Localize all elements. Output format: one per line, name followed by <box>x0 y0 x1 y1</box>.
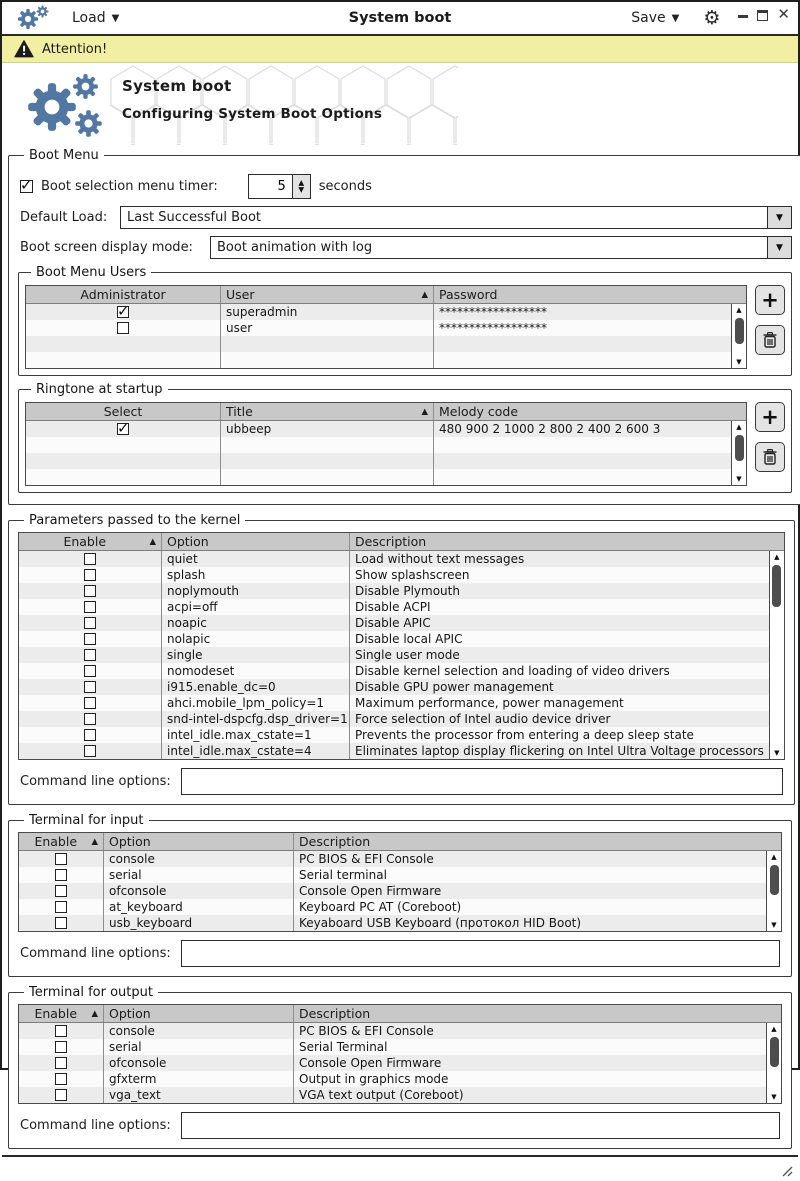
table-row[interactable] <box>19 567 769 583</box>
enable-checkbox[interactable] <box>55 1057 67 1069</box>
description-cell[interactable]: Prevents the processor from entering a deep sleep state <box>349 727 769 743</box>
title-cell[interactable]: ubbeep <box>220 421 433 437</box>
plus-icon: + <box>761 405 779 429</box>
table-row[interactable] <box>19 727 769 743</box>
attention-label: Attention! <box>42 41 108 57</box>
terminal-input-table-header <box>19 833 781 851</box>
vertical-scrollbar[interactable] <box>766 851 781 931</box>
vertical-scrollbar[interactable] <box>731 421 746 485</box>
enable-checkbox[interactable] <box>84 713 96 725</box>
ringtone-table-body <box>26 421 731 485</box>
boot-timer-unit: seconds <box>318 179 372 194</box>
status-bar <box>2 1155 798 1181</box>
option-cell[interactable]: nolapic <box>161 631 349 647</box>
table-row[interactable] <box>26 421 731 437</box>
boot-timer-input[interactable] <box>248 174 292 199</box>
page-header <box>2 63 798 146</box>
user-cell[interactable]: user <box>220 320 433 336</box>
enable-checkbox[interactable] <box>84 745 96 757</box>
scrollbar-thumb[interactable] <box>770 1037 779 1067</box>
enable-checkbox[interactable] <box>55 885 67 897</box>
description-cell[interactable]: Maximum performance, power management <box>349 695 769 711</box>
boot-menu-users-legend: Boot Menu Users <box>36 265 147 280</box>
enable-checkbox[interactable] <box>84 649 96 661</box>
option-cell[interactable]: console <box>103 851 293 867</box>
description-cell[interactable]: Disable Plymouth <box>349 583 769 599</box>
spin-up-icon[interactable]: ▲ <box>298 178 305 187</box>
kernel-table-header <box>19 533 784 551</box>
kernel-table-body <box>19 551 769 759</box>
option-cell[interactable]: acpi=off <box>161 599 349 615</box>
chevron-down-icon: ▼ <box>776 242 783 253</box>
scroll-down-icon[interactable]: ▼ <box>771 1093 777 1101</box>
enable-checkbox[interactable] <box>55 917 67 929</box>
enable-checkbox[interactable] <box>55 1073 67 1085</box>
resize-grip[interactable] <box>780 1164 794 1178</box>
option-cell[interactable]: snd-intel-dspcfg.dsp_driver=1 <box>161 711 349 727</box>
table-row[interactable] <box>19 867 766 883</box>
terminal-output-section <box>8 985 792 1149</box>
table-row[interactable] <box>26 320 731 336</box>
enable-checkbox[interactable] <box>55 1041 67 1053</box>
enable-checkbox[interactable] <box>55 1025 67 1037</box>
table-row[interactable] <box>19 583 769 599</box>
enable-checkbox[interactable] <box>84 665 96 677</box>
kernel-cmdline-input[interactable] <box>181 768 783 795</box>
warning-icon <box>14 40 34 58</box>
empty-row[interactable] <box>26 453 731 469</box>
enable-checkbox[interactable] <box>84 601 96 613</box>
kernel-params-legend: Parameters passed to the kernel <box>29 513 241 528</box>
administrator-checkbox[interactable] <box>117 306 129 318</box>
table-row[interactable] <box>19 1039 766 1055</box>
option-cell[interactable]: noplymouth <box>161 583 349 599</box>
minimize-button[interactable] <box>738 15 748 18</box>
sort-ascending-icon: ▲ <box>421 289 428 300</box>
close-button[interactable]: ✕ <box>777 4 790 23</box>
terminal-output-legend: Terminal for output <box>29 985 153 1000</box>
default-load-combobox[interactable] <box>120 206 792 229</box>
boot-menu-users-section <box>18 265 792 376</box>
table-row[interactable] <box>19 647 769 663</box>
enable-checkbox[interactable] <box>84 729 96 741</box>
description-cell[interactable]: PC BIOS & EFI Console <box>293 1023 766 1039</box>
table-row[interactable] <box>19 851 766 867</box>
terminal-input-cmdline-input[interactable] <box>181 940 780 967</box>
sort-ascending-icon: ▲ <box>91 836 98 847</box>
description-cell[interactable]: Single user mode <box>349 647 769 663</box>
column-header-option[interactable]: Option <box>103 1005 293 1022</box>
sort-ascending-icon: ▲ <box>91 1008 98 1019</box>
display-mode-label: Boot screen display mode: <box>20 240 193 255</box>
table-row[interactable] <box>19 615 769 631</box>
terminal-output-table <box>18 1004 782 1104</box>
page-title: System boot <box>122 77 232 95</box>
option-cell[interactable]: single <box>161 647 349 663</box>
table-row[interactable] <box>19 679 769 695</box>
description-cell[interactable]: Serial Terminal <box>293 1039 766 1055</box>
enable-checkbox[interactable] <box>55 853 67 865</box>
description-cell[interactable]: Load without text messages <box>349 551 769 567</box>
scroll-down-icon[interactable]: ▼ <box>771 921 777 929</box>
select-checkbox[interactable] <box>117 423 129 435</box>
display-mode-value: Boot animation with log <box>217 240 373 255</box>
table-row[interactable] <box>19 1071 766 1087</box>
gears-logo-icon <box>22 71 110 139</box>
enable-checkbox[interactable] <box>84 633 96 645</box>
description-cell[interactable]: Show splashscreen <box>349 567 769 583</box>
delete-user-button[interactable] <box>755 325 785 355</box>
combo-arrow-button[interactable] <box>767 237 791 258</box>
option-cell[interactable]: quiet <box>161 551 349 567</box>
option-cell[interactable]: serial <box>103 1039 293 1055</box>
save-menu-button[interactable] <box>625 8 685 28</box>
page-subtitle: Configuring System Boot Options <box>122 106 383 122</box>
table-row[interactable] <box>19 883 766 899</box>
description-cell[interactable]: Disable kernel selection and loading of video drivers <box>349 663 769 679</box>
terminal-output-table-header <box>19 1005 781 1023</box>
scrollbar-thumb[interactable] <box>770 865 779 895</box>
vertical-scrollbar[interactable] <box>766 1023 781 1103</box>
load-menu-button[interactable] <box>66 8 125 28</box>
scroll-up-icon[interactable]: ▲ <box>771 1025 777 1033</box>
option-cell[interactable]: usb_keyboard <box>103 915 293 931</box>
enable-checkbox[interactable] <box>84 553 96 565</box>
terminal-output-table-body <box>19 1023 766 1103</box>
enable-checkbox[interactable] <box>84 697 96 709</box>
save-menu-label: Save <box>631 10 666 26</box>
empty-row[interactable] <box>26 469 731 485</box>
column-header-select[interactable]: Select <box>103 404 143 419</box>
boot-menu-legend: Boot Menu <box>29 148 99 163</box>
delete-ringtone-button[interactable] <box>755 442 785 472</box>
table-row[interactable] <box>19 631 769 647</box>
add-user-button[interactable] <box>755 285 785 315</box>
scrollbar-thumb[interactable] <box>772 565 781 607</box>
option-cell[interactable]: ahci.mobile_lpm_policy=1 <box>161 695 349 711</box>
description-cell[interactable]: Console Open Firmware <box>293 1055 766 1071</box>
cmdline-label: Command line options: <box>20 1118 171 1133</box>
terminal-input-section <box>8 813 792 977</box>
description-cell[interactable]: Serial terminal <box>293 867 766 883</box>
chevron-down-icon: ▼ <box>111 12 120 24</box>
column-header-enable[interactable]: Enable ▲ <box>34 1006 98 1021</box>
table-row[interactable] <box>19 915 766 931</box>
vertical-scrollbar[interactable] <box>769 551 784 759</box>
option-cell[interactable]: vga_text <box>103 1087 293 1103</box>
boot-timer-spinner <box>248 174 311 199</box>
table-row[interactable] <box>19 743 769 759</box>
description-cell[interactable]: Disable local APIC <box>349 631 769 647</box>
enable-checkbox[interactable] <box>84 681 96 693</box>
description-cell[interactable]: Disable APIC <box>349 615 769 631</box>
table-row[interactable] <box>19 1087 766 1103</box>
sort-ascending-icon: ▲ <box>421 406 428 417</box>
enable-checkbox[interactable] <box>84 569 96 581</box>
table-row[interactable] <box>19 695 769 711</box>
cmdline-label: Command line options: <box>20 774 171 789</box>
option-cell[interactable]: nomodeset <box>161 663 349 679</box>
window-title: System boot <box>348 10 452 26</box>
option-cell[interactable]: serial <box>103 867 293 883</box>
enable-checkbox[interactable] <box>84 617 96 629</box>
scrollbar-thumb[interactable] <box>735 318 744 344</box>
column-header-description[interactable]: Description <box>293 833 781 850</box>
kernel-params-section <box>8 513 795 805</box>
option-cell[interactable]: gfxterm <box>103 1071 293 1087</box>
option-cell[interactable]: ofconsole <box>103 883 293 899</box>
app-gears-icon <box>16 4 50 32</box>
description-cell[interactable]: Console Open Firmware <box>293 883 766 899</box>
melody-cell[interactable]: 480 900 2 1000 2 800 2 400 2 600 3 <box>433 421 731 437</box>
chevron-down-icon: ▼ <box>776 212 783 223</box>
description-cell[interactable]: Force selection of Intel audio device driver <box>349 711 769 727</box>
enable-checkbox[interactable] <box>55 869 67 881</box>
combo-arrow-button[interactable] <box>767 207 791 228</box>
table-row[interactable] <box>19 1023 766 1039</box>
default-load-label: Default Load: <box>20 210 108 225</box>
table-row[interactable] <box>19 1055 766 1071</box>
empty-row[interactable] <box>26 336 731 352</box>
description-cell[interactable]: Disable ACPI <box>349 599 769 615</box>
empty-row[interactable] <box>26 437 731 453</box>
table-row[interactable] <box>19 899 766 915</box>
user-cell[interactable]: superadmin <box>220 304 433 320</box>
title-bar <box>2 2 798 36</box>
attention-banner <box>2 36 798 63</box>
spin-down-icon[interactable]: ▼ <box>298 184 305 194</box>
users-table-body <box>26 304 731 368</box>
column-header-option[interactable]: Option <box>103 833 293 850</box>
spinner-buttons[interactable] <box>292 174 311 199</box>
description-cell[interactable]: Eliminates laptop display flickering on Intel Ultra Voltage processors <box>349 743 769 759</box>
trash-icon <box>763 332 777 348</box>
enable-checkbox[interactable] <box>55 1089 67 1101</box>
table-row[interactable] <box>19 551 769 567</box>
load-menu-label: Load <box>72 10 106 26</box>
maximize-button[interactable] <box>757 10 768 21</box>
scroll-up-icon[interactable]: ▲ <box>736 306 742 314</box>
cmdline-label: Command line options: <box>20 946 171 961</box>
column-header-melody[interactable]: Melody code <box>433 403 746 420</box>
column-header-title[interactable]: Title ▲ <box>220 403 433 420</box>
password-cell[interactable]: ****************** <box>433 320 731 336</box>
table-row[interactable] <box>19 599 769 615</box>
plus-icon: + <box>761 288 779 312</box>
option-cell[interactable]: splash <box>161 567 349 583</box>
option-cell[interactable]: ofconsole <box>103 1055 293 1071</box>
scroll-down-icon[interactable]: ▼ <box>736 475 742 483</box>
description-cell[interactable]: PC BIOS & EFI Console <box>293 851 766 867</box>
ringtone-table <box>25 402 747 486</box>
table-row[interactable] <box>19 663 769 679</box>
administrator-checkbox[interactable] <box>117 322 129 334</box>
column-header-description[interactable]: Description <box>349 533 784 550</box>
terminal-input-legend: Terminal for input <box>29 813 144 828</box>
description-cell[interactable]: VGA text output (Coreboot) <box>293 1087 766 1103</box>
scrollbar-thumb[interactable] <box>735 435 744 461</box>
settings-gear-icon[interactable]: ⚙ <box>703 6 721 29</box>
trash-icon <box>763 449 777 465</box>
enable-checkbox[interactable] <box>55 901 67 913</box>
table-row[interactable] <box>26 304 731 320</box>
option-cell[interactable]: console <box>103 1023 293 1039</box>
column-header-enable[interactable]: Enable ▲ <box>34 834 98 849</box>
empty-row[interactable] <box>26 352 731 368</box>
display-mode-combobox[interactable] <box>210 236 792 259</box>
terminal-input-table <box>18 832 782 932</box>
chevron-down-icon: ▼ <box>671 12 680 24</box>
enable-checkbox[interactable] <box>84 585 96 597</box>
vertical-scrollbar[interactable] <box>731 304 746 368</box>
scroll-down-icon[interactable]: ▼ <box>774 749 780 757</box>
add-ringtone-button[interactable] <box>755 402 785 432</box>
option-cell[interactable]: noapic <box>161 615 349 631</box>
ringtone-legend: Ringtone at startup <box>36 382 163 397</box>
kernel-params-table <box>18 532 785 760</box>
users-table <box>25 285 747 369</box>
boot-timer-checkbox[interactable] <box>20 180 33 193</box>
boot-menu-section <box>8 148 800 505</box>
description-cell[interactable]: Output in graphics mode <box>293 1071 766 1087</box>
sort-ascending-icon: ▲ <box>149 536 156 547</box>
scroll-up-icon[interactable]: ▲ <box>736 423 742 431</box>
column-header-user[interactable]: User ▲ <box>220 286 433 303</box>
users-table-header <box>26 286 746 304</box>
column-header-option[interactable]: Option <box>161 533 349 550</box>
description-cell[interactable]: Keyboard PC AT (Coreboot) <box>293 899 766 915</box>
column-header-password[interactable]: Password <box>433 286 746 303</box>
column-header-enable[interactable]: Enable ▲ <box>63 534 156 549</box>
password-cell[interactable]: ****************** <box>433 304 731 320</box>
terminal-output-cmdline-input[interactable] <box>181 1112 780 1139</box>
terminal-input-table-body <box>19 851 766 931</box>
ringtone-table-header <box>26 403 746 421</box>
column-header-description[interactable]: Description <box>293 1005 781 1022</box>
column-header-administrator[interactable]: Administrator <box>80 287 166 302</box>
default-load-value: Last Successful Boot <box>127 210 262 225</box>
scroll-up-icon[interactable]: ▲ <box>771 853 777 861</box>
description-cell[interactable]: Keyaboard USB Keyboard (протокол HID Boot) <box>293 915 766 931</box>
description-cell[interactable]: Disable GPU power management <box>349 679 769 695</box>
scroll-down-icon[interactable]: ▼ <box>736 358 742 366</box>
option-cell[interactable]: at_keyboard <box>103 899 293 915</box>
option-cell[interactable]: intel_idle.max_cstate=1 <box>161 727 349 743</box>
table-row[interactable] <box>19 711 769 727</box>
ringtone-section <box>18 382 792 493</box>
boot-timer-label: Boot selection menu timer: <box>41 179 218 194</box>
scroll-up-icon[interactable]: ▲ <box>774 553 780 561</box>
option-cell[interactable]: i915.enable_dc=0 <box>161 679 349 695</box>
option-cell[interactable]: intel_idle.max_cstate=4 <box>161 743 349 759</box>
